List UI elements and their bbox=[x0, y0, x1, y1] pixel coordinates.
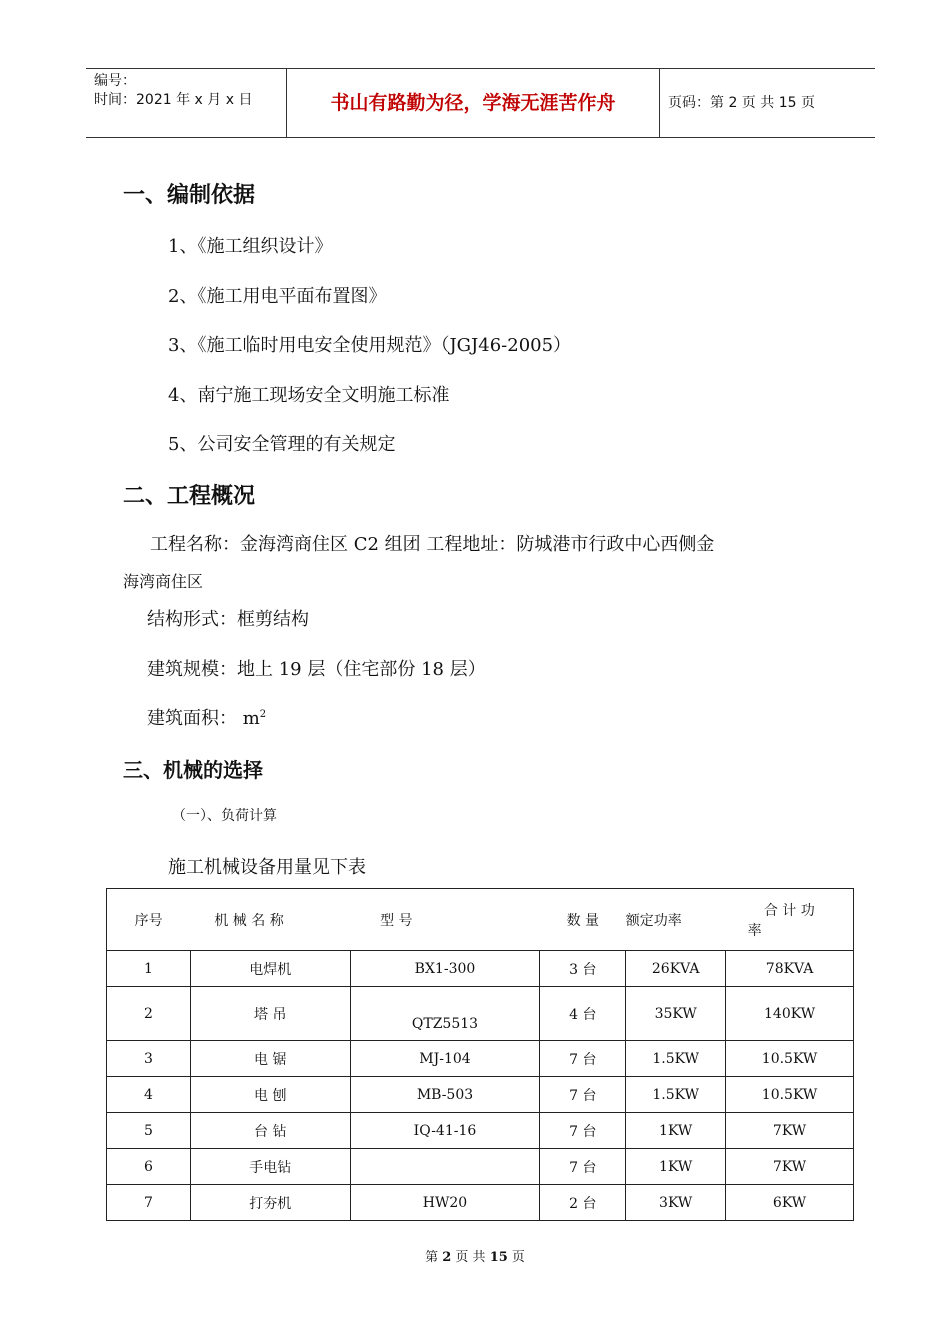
equipment-table bbox=[106, 888, 854, 1221]
section-title-machinery: 三、机械的选择 bbox=[123, 758, 263, 782]
cell-qty: 7 台 bbox=[540, 1113, 626, 1149]
cell-name: 塔 吊 bbox=[190, 987, 350, 1041]
cell-no: 1 bbox=[107, 951, 191, 987]
cell-model: BX1-300 bbox=[350, 951, 540, 987]
building-scale: 建筑规模：地上 19 层（住宅部份 18 层） bbox=[147, 659, 486, 680]
cell-qty: 7 台 bbox=[540, 1077, 626, 1113]
cell-rated: 1KW bbox=[626, 1113, 726, 1149]
table-row bbox=[107, 987, 854, 1041]
footer-post: 页 bbox=[511, 1250, 525, 1265]
structure-form: 结构形式：框剪结构 bbox=[147, 609, 309, 630]
cell-no: 2 bbox=[107, 987, 191, 1041]
cell-no: 7 bbox=[107, 1185, 191, 1221]
header-rated: 额定功率 bbox=[626, 889, 726, 951]
header-total-line2: 率 bbox=[747, 922, 762, 939]
cell-model: IQ-41-16 bbox=[350, 1113, 540, 1149]
table-row bbox=[107, 1185, 854, 1221]
header-qty: 数 量 bbox=[540, 889, 626, 951]
header-total-line1: 合 计 功 bbox=[763, 902, 815, 919]
area-unit-sup: 2 bbox=[259, 709, 267, 720]
cell-model: QTZ5513 bbox=[350, 987, 540, 1041]
cell-total: 6KW bbox=[726, 1185, 854, 1221]
basis-item: 1、《施工组织设计》 bbox=[168, 236, 333, 257]
header-page-number: 页码：第 2 页 共 15 页 bbox=[668, 95, 815, 111]
basis-item: 5、公司安全管理的有关规定 bbox=[168, 434, 396, 455]
basis-item: 3、《施工临时用电安全使用规范》（JGJ46-2005） bbox=[168, 335, 572, 356]
table-row bbox=[107, 1041, 854, 1077]
cell-name: 电 锯 bbox=[190, 1041, 350, 1077]
cell-no: 3 bbox=[107, 1041, 191, 1077]
cell-name: 手电钻 bbox=[190, 1149, 350, 1185]
cell-total: 78KVA bbox=[726, 951, 854, 987]
cell-total: 10.5KW bbox=[726, 1041, 854, 1077]
cell-rated: 35KW bbox=[626, 987, 726, 1041]
cell-no: 5 bbox=[107, 1113, 191, 1149]
cell-name: 电 刨 bbox=[190, 1077, 350, 1113]
header-model: 型 号 bbox=[350, 889, 540, 951]
cell-model: HW20 bbox=[350, 1185, 540, 1221]
cell-no: 6 bbox=[107, 1149, 191, 1185]
cell-total: 7KW bbox=[726, 1149, 854, 1185]
basis-item: 4、南宁施工现场安全文明施工标准 bbox=[168, 385, 450, 406]
table-header-row bbox=[107, 889, 854, 951]
cell-total: 10.5KW bbox=[726, 1077, 854, 1113]
table-row bbox=[107, 1113, 854, 1149]
footer-page-number: 2 bbox=[442, 1250, 452, 1265]
load-calc-subtitle bbox=[172, 804, 277, 825]
cell-total: 7KW bbox=[726, 1113, 854, 1149]
cell-name: 打夯机 bbox=[190, 1185, 350, 1221]
table-row bbox=[107, 1149, 854, 1185]
header-meta bbox=[86, 69, 286, 137]
page-header bbox=[86, 68, 875, 138]
project-address-cont: 海湾商住区 bbox=[123, 572, 204, 591]
cell-rated: 3KW bbox=[626, 1185, 726, 1221]
doc-date: 时间：2021 年 x 月 x 日 bbox=[94, 92, 253, 108]
cell-qty: 7 台 bbox=[540, 1041, 626, 1077]
section-title-overview: 二、工程概况 bbox=[123, 484, 256, 509]
header-total bbox=[726, 889, 854, 951]
doc-number-label: 编号： bbox=[94, 73, 136, 89]
section-title-basis: 一、编制依据 bbox=[123, 183, 256, 208]
building-area bbox=[147, 704, 266, 730]
footer-pre: 第 bbox=[425, 1250, 439, 1265]
table-row bbox=[107, 1077, 854, 1113]
header-motto: 书山有路勤为径，学海无涯苦作舟 bbox=[286, 69, 660, 137]
basis-item: 2、《施工用电平面布置图》 bbox=[168, 286, 387, 307]
cell-model bbox=[350, 1149, 540, 1185]
table-row bbox=[107, 951, 854, 987]
cell-model: MJ-104 bbox=[350, 1041, 540, 1077]
cell-rated: 1KW bbox=[626, 1149, 726, 1185]
header-no: 序号 bbox=[107, 889, 191, 951]
cell-qty: 7 台 bbox=[540, 1149, 626, 1185]
cell-rated: 1.5KW bbox=[626, 1041, 726, 1077]
cell-name: 电焊机 bbox=[190, 951, 350, 987]
cell-model: MB-503 bbox=[350, 1077, 540, 1113]
header-name: 机 械 名 称 bbox=[190, 889, 350, 951]
cell-total: 140KW bbox=[726, 987, 854, 1041]
table-caption: 施工机械设备用量见下表 bbox=[168, 857, 366, 878]
footer-mid: 页 共 bbox=[455, 1250, 486, 1265]
cell-qty: 3 台 bbox=[540, 951, 626, 987]
project-name-address: 工程名称：金海湾商住区 C2 组团 工程地址：防城港市行政中心西侧金 bbox=[150, 534, 715, 555]
cell-rated: 26KVA bbox=[626, 951, 726, 987]
cell-qty: 4 台 bbox=[540, 987, 626, 1041]
load-calc-text: （一）、负荷计算 bbox=[172, 808, 277, 824]
cell-qty: 2 台 bbox=[540, 1185, 626, 1221]
footer-total-pages: 15 bbox=[489, 1250, 508, 1265]
cell-no: 4 bbox=[107, 1077, 191, 1113]
cell-rated: 1.5KW bbox=[626, 1077, 726, 1113]
building-area-label: 建筑面积： m bbox=[147, 708, 260, 729]
cell-name: 台 钻 bbox=[190, 1113, 350, 1149]
page-footer bbox=[0, 1246, 950, 1265]
